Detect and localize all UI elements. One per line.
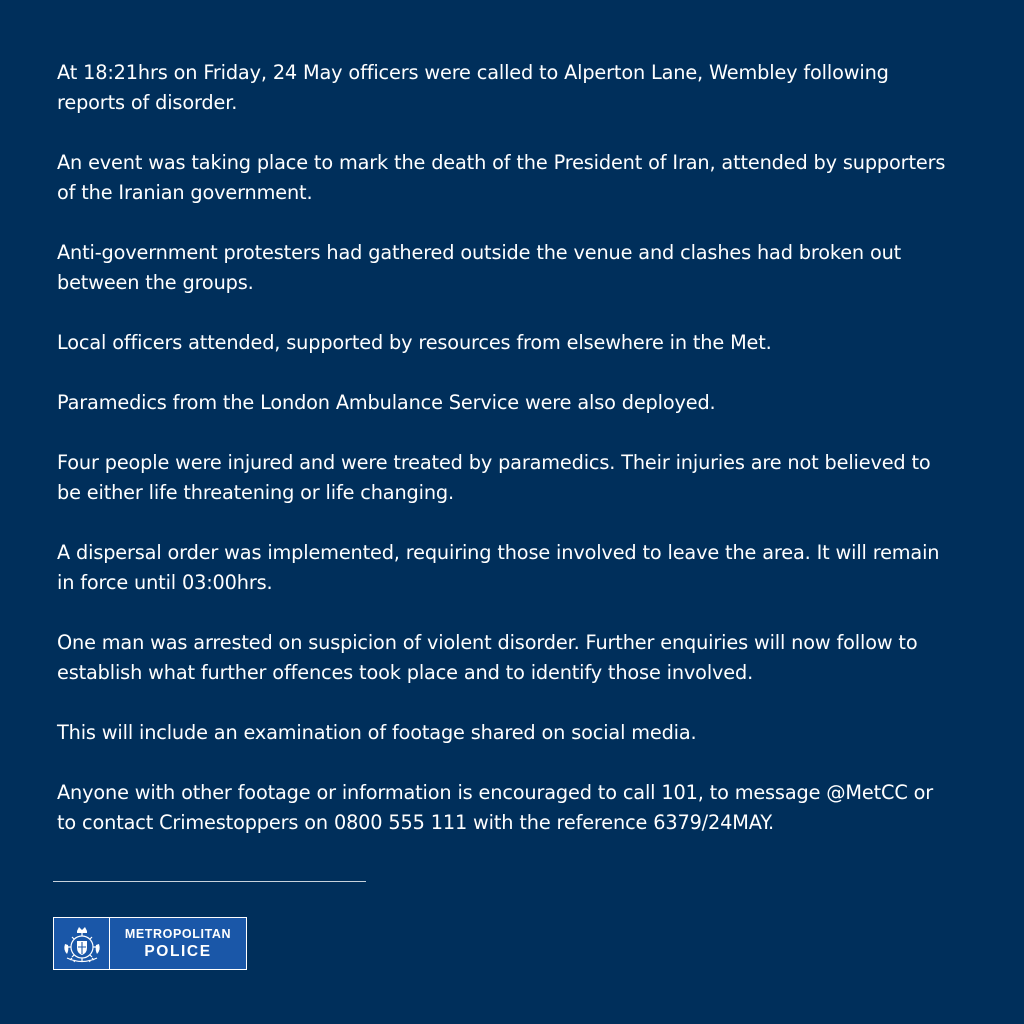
statement-body xyxy=(57,58,957,868)
statement-paragraph: An event was taking place to mark the death of the President of Iran, attended by supporters of the Iranian government. xyxy=(57,151,946,204)
metropolitan-police-logo xyxy=(53,917,247,970)
statement-paragraph: Four people were injured and were treated by paramedics. Their injuries are not believed to be either life threatening or life changing. xyxy=(57,451,931,504)
logo-text-police: POLICE xyxy=(144,943,212,960)
divider xyxy=(53,881,366,882)
statement-paragraph: This will include an examination of footage shared on social media. xyxy=(57,721,697,744)
statement-paragraph: Anyone with other footage or information is encouraged to call 101, to message @MetCC or to contact Crimestoppers on 0800 555 111 with the reference 6379/24MAY. xyxy=(57,781,934,834)
police-crest-icon xyxy=(54,918,110,969)
statement-paragraph: Paramedics from the London Ambulance Service were also deployed. xyxy=(57,391,716,414)
logo-wordmark xyxy=(110,918,246,969)
statement-paragraph: At 18:21hrs on Friday, 24 May officers were called to Alperton Lane, Wembley following reports of disorder. xyxy=(57,61,889,114)
logo-text-metropolitan: METROPOLITAN xyxy=(124,927,232,941)
statement-paragraph: One man was arrested on suspicion of violent disorder. Further enquiries will now follow to establish what further offences took place and to identify those involved. xyxy=(57,631,918,684)
statement-paragraph: Anti-government protesters had gathered outside the venue and clashes had broken out between the groups. xyxy=(57,241,902,294)
statement-paragraph: Local officers attended, supported by resources from elsewhere in the Met. xyxy=(57,331,772,354)
statement-paragraph: A dispersal order was implemented, requiring those involved to leave the area. It will remain in force until 03:00hrs. xyxy=(57,541,940,594)
